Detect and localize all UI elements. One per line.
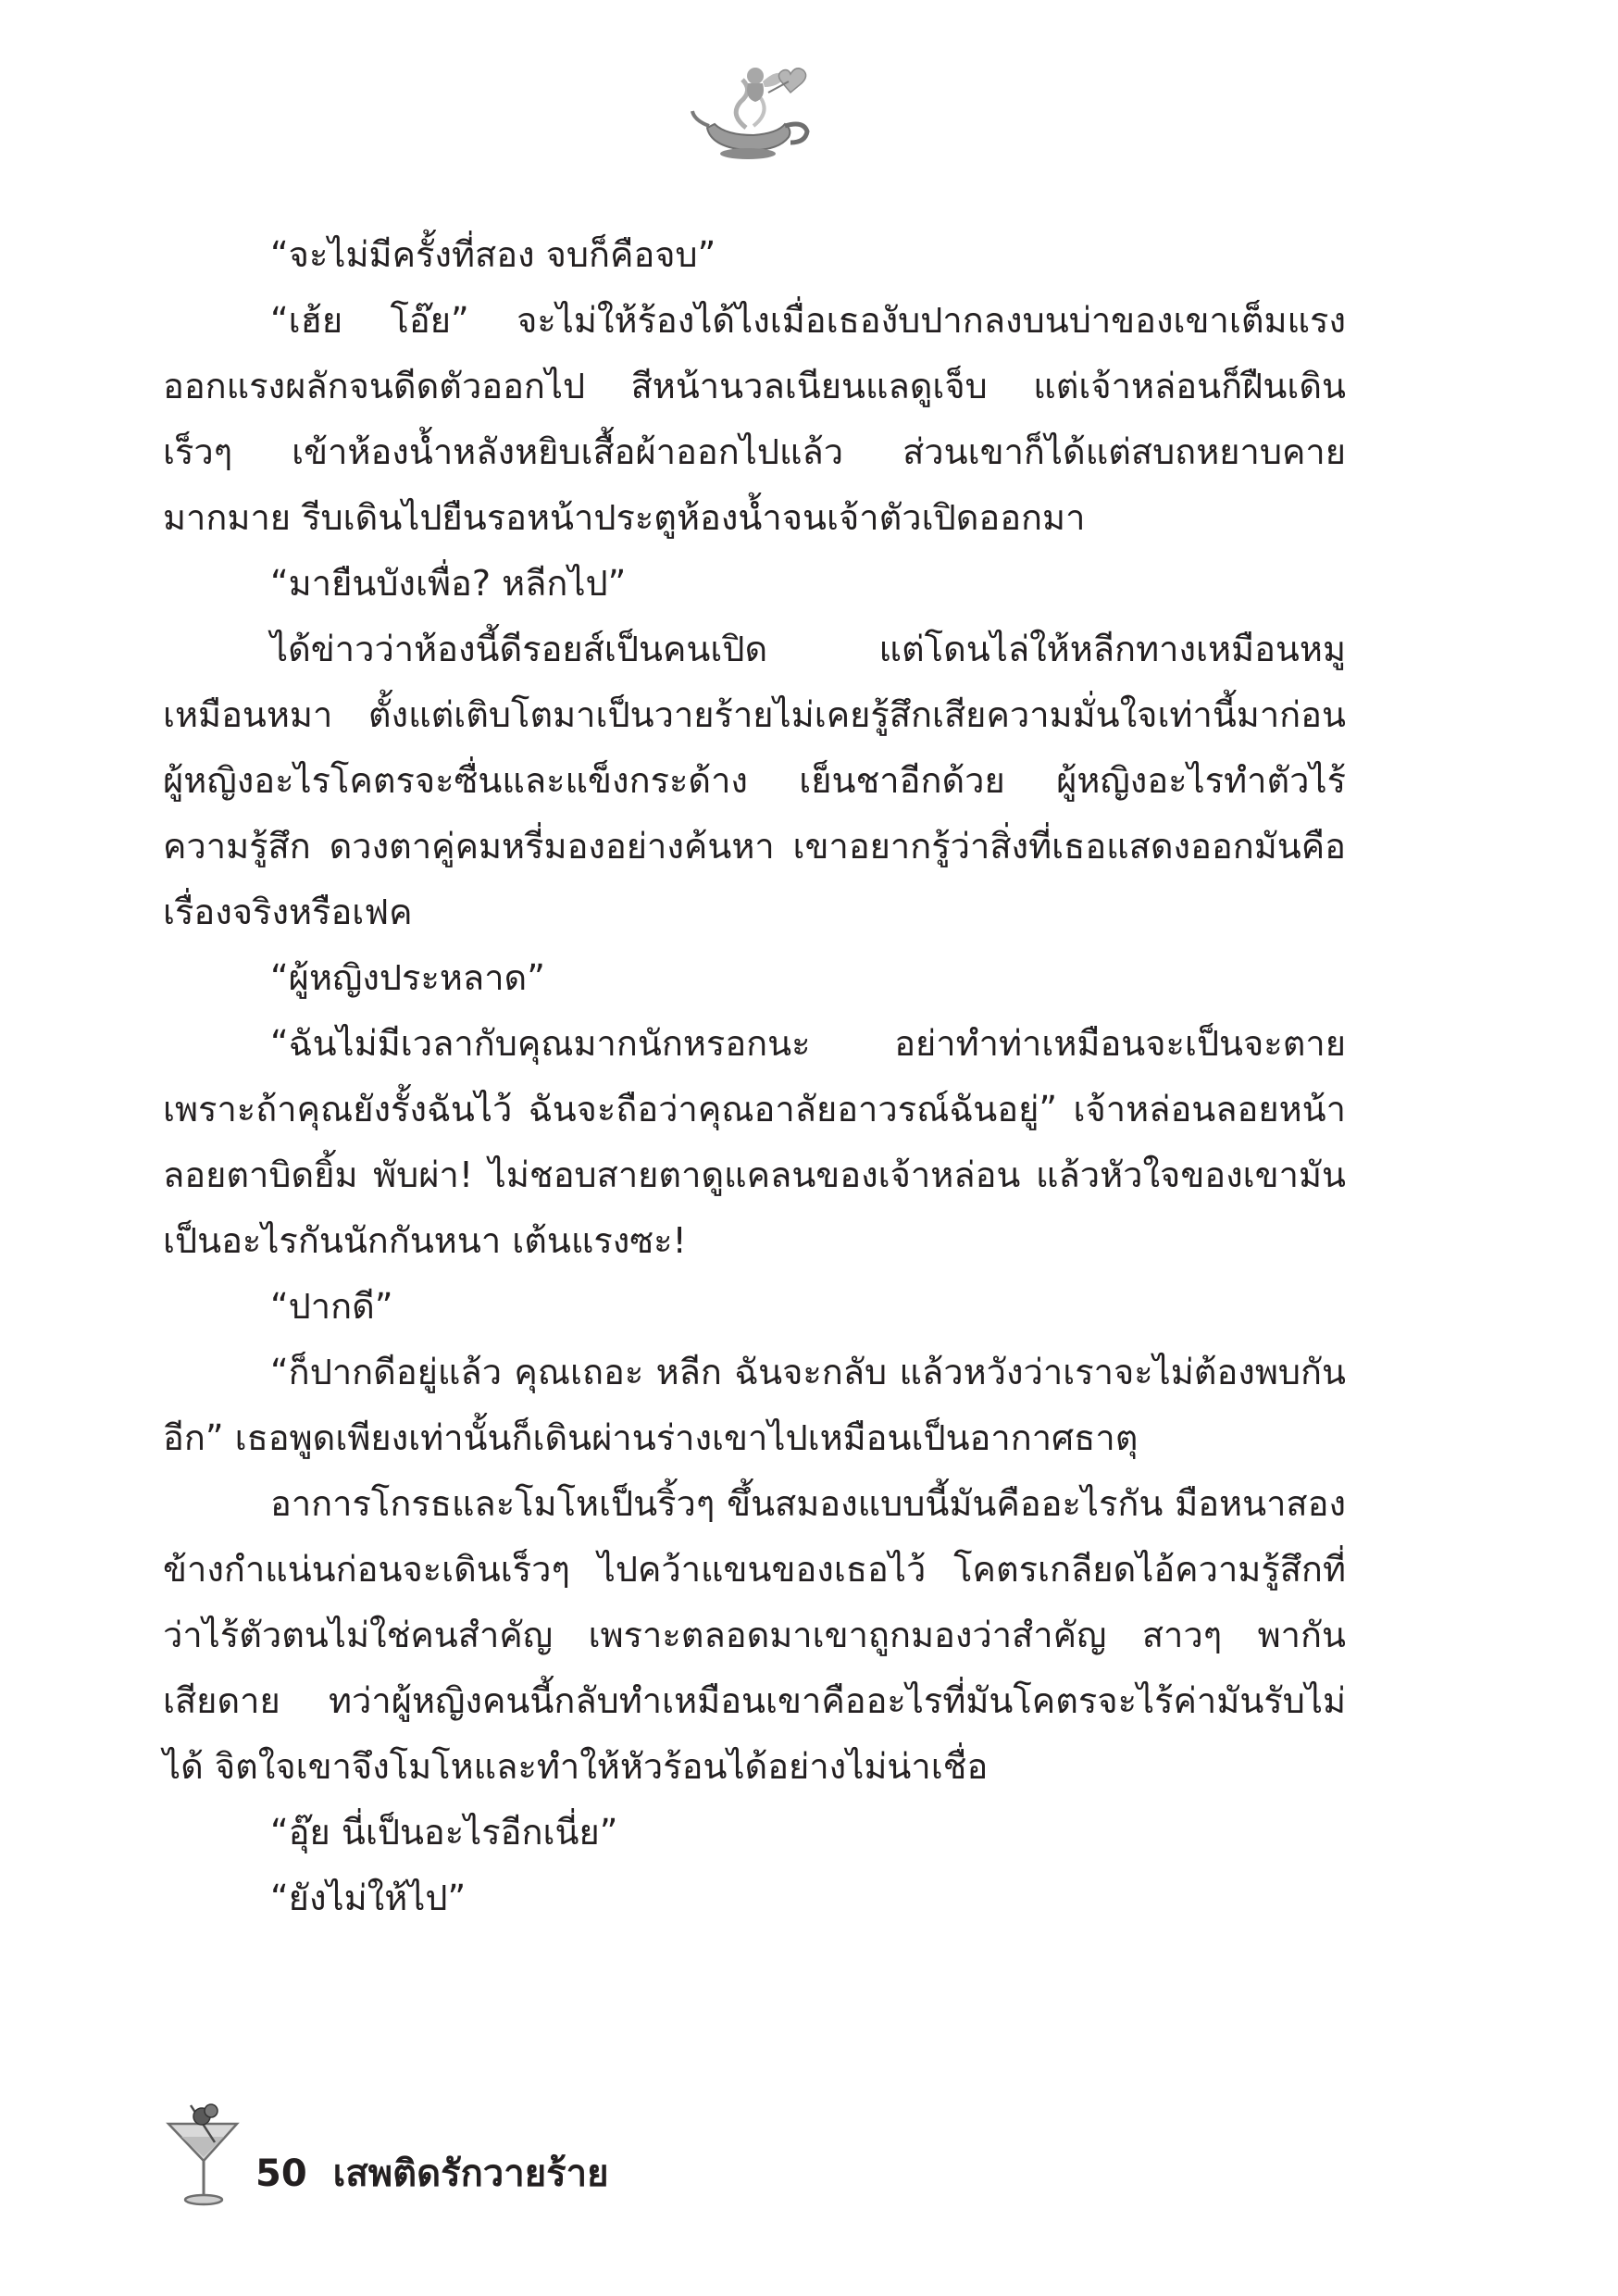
paragraph: “ก็ปากดีอยู่แล้ว คุณเถอะ หลีก ฉันจะกลับ แล้วหวังว่าเราจะไม่ต้องพบกันอีก” เธอพูดเพียงเท่านั้นก็เดินผ่านร่างเขาไปเหมือนเป็นอากาศธาตุ	[163, 1352, 1346, 1458]
paragraph: “เฮ้ย โอ๊ย” จะไม่ให้ร้องได้ไงเมื่อเธองับปากลงบนบ่าของเขาเต็มแรง ออกแรงผลักจนดีดตัวออกไป สีหน้านวลเนียนแลดูเจ็บ แต่เจ้าหล่อนก็ฝืนเดินเร็วๆ เข้าห้องน้ำหลังหยิบเสื้อผ้าออกไปแล้ว ส่วนเขาก็ได้แต่สบถหยาบคายมากมาย รีบเดินไปยืนรอหน้าประตูห้องน้ำจนเจ้าตัวเปิดออกมา	[163, 300, 1346, 538]
book-title: เสพติดรักวายร้าย	[332, 2152, 609, 2195]
chapter-body	[163, 222, 1346, 1931]
martini-glass-icon	[163, 2100, 246, 2211]
paragraph: “จะไม่มีครั้งที่สอง จบก็คือจบ”	[270, 234, 716, 275]
paragraph: ได้ข่าวว่าห้องนี้ดีรอยส์เป็นคนเปิด แต่โดนไล่ให้หลีกทางเหมือนหมูเหมือนหมา ตั้งแต่เติบโตมาเป็นวายร้ายไม่เคยรู้สึกเสียความมั่นใจเท่านี้มาก่อน ผู้หญิงอะไรโคตรจะซื่นและแข็งกระด้าง เย็นชาอีกด้วย ผู้หญิงอะไรทำตัวไร้ความรู้สึก ดวงตาคู่คมหรี่มองอย่างค้นหา เขาอยากรู้ว่าสิ่งที่เธอแสดงออกมันคือเรื่องจริงหรือเฟค	[163, 629, 1346, 932]
paragraph: อาการโกรธและโมโหเป็นริ้วๆ ขึ้นสมองแบบนี้มันคืออะไรกัน มือหนาสองข้างกำแน่นก่อนจะเดินเร็วๆ ไปคว้าแขนของเธอไว้ โคตรเกลียดไอ้ความรู้สึกที่ว่าไร้ตัวตนไม่ใช่คนสำคัญ เพราะตลอดมาเขาถูกมองว่าสำคัญ สาวๆ พากันเสียดาย ทว่าผู้หญิงคนนี้กลับทำเหมือนเขาคืออะไรที่มันโคตรจะไร้ค่ามันรับไม่ได้ จิตใจเขาจึงโมโหและทำให้หัวร้อนได้อย่างไม่น่าเชื่อ	[163, 1483, 1346, 1787]
page-number: 50	[255, 2152, 307, 2195]
paragraph: “ฉันไม่มีเวลากับคุณมากนักหรอกนะ อย่าทำท่าเหมือนจะเป็นจะตายเพราะถ้าคุณยังรั้งฉันไว้ ฉันจะถือว่าคุณอาลัยอาวรณ์ฉันอยู่” เจ้าหล่อนลอยหน้าลอยตาบิดยิ้ม พับผ่า! ไม่ชอบสายตาดูแคลนของเจ้าหล่อน แล้วหัวใจของเขามันเป็นอะไรกันนักกันหนา เต้นแรงซะ!	[163, 1023, 1346, 1261]
paragraph: “อุ๊ย นี่เป็นอะไรอีกเนี่ย”	[270, 1812, 618, 1853]
running-footer	[255, 2146, 609, 2202]
paragraph: “ผู้หญิงประหลาด”	[270, 957, 545, 998]
paragraph: “มายืนบังเพื่อ? หลีกไป”	[270, 563, 627, 604]
paragraph: “ยังไม่ให้ไป”	[270, 1878, 467, 1918]
teapot-cupid-icon	[689, 56, 818, 167]
page-footer	[163, 2100, 903, 2211]
paragraph: “ปากดี”	[270, 1286, 393, 1327]
